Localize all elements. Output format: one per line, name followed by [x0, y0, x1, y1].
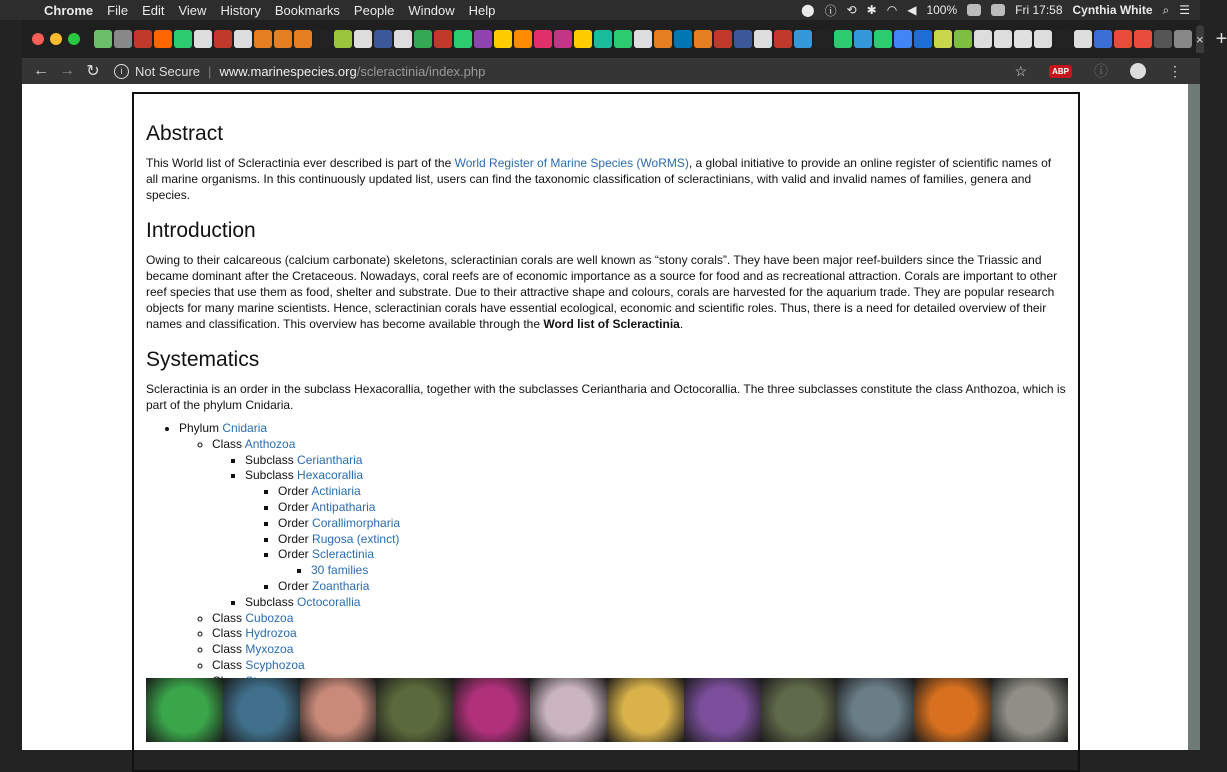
- pinned-tab-favicon[interactable]: [554, 30, 572, 48]
- omnibox-separator: |: [208, 63, 212, 79]
- window-controls: [32, 33, 80, 45]
- rank-label: Order: [278, 531, 309, 546]
- pinned-tab-favicon[interactable]: [94, 30, 112, 48]
- coral-photo: [146, 678, 223, 742]
- pinned-tab-favicon[interactable]: [494, 30, 512, 48]
- minimize-window-button[interactable]: [50, 33, 62, 45]
- link-zoantharia[interactable]: Zoantharia: [312, 578, 370, 593]
- creative-cloud-icon[interactable]: ⬤: [801, 3, 815, 17]
- pinned-tab-favicon[interactable]: [994, 30, 1012, 48]
- abstract-paragraph: [146, 155, 1066, 203]
- volume-icon[interactable]: ◀: [907, 3, 917, 17]
- pinned-tab-favicon[interactable]: [734, 30, 752, 48]
- site-info-icon[interactable]: i: [114, 64, 129, 79]
- menu-app-chrome[interactable]: Chrome: [44, 2, 94, 18]
- pinned-tab-favicon[interactable]: [314, 30, 332, 48]
- systematics-heading: Systematics: [146, 348, 260, 371]
- tree-item-class-hydrozoa: [212, 626, 1066, 642]
- pinned-tab-favicon[interactable]: [514, 30, 532, 48]
- menu-file[interactable]: File: [107, 2, 129, 18]
- coral-photo: [376, 678, 453, 742]
- battery-icon[interactable]: [967, 4, 981, 16]
- intro-text-2: .: [679, 317, 684, 331]
- pinned-tab-favicon[interactable]: [354, 30, 372, 48]
- menu-history[interactable]: History: [220, 2, 261, 18]
- tree-item-class-myxozoa: [212, 642, 1066, 658]
- tree-item-class-cubozoa: [212, 611, 1066, 627]
- mac-menubar: [0, 0, 1200, 20]
- tree-item-families: [311, 563, 1066, 579]
- rank-label: Class: [212, 436, 243, 451]
- systematics-paragraph: Scleractinia is an order in the subclass Hexacorallia, together with the subclasses Ceriantharia and Octocorallia. The three subclasses constitute the class Anthozoa, which is part of the phylum Cnidaria.: [146, 382, 1066, 412]
- pinned-tab-favicon[interactable]: [1174, 30, 1192, 48]
- pinned-tab-favicon[interactable]: [574, 30, 592, 48]
- pinned-tab-favicon[interactable]: [954, 30, 972, 48]
- address-bar[interactable]: [114, 60, 485, 82]
- pinned-tab-favicon[interactable]: [834, 30, 852, 48]
- pinned-tabs: [94, 30, 1192, 48]
- back-arrow-icon[interactable]: ←: [33, 62, 49, 79]
- abstract-text-1: This World list of Scleractinia ever described is part of the: [146, 156, 455, 170]
- menu-help[interactable]: Help: [468, 2, 496, 18]
- pinned-tab-favicon[interactable]: [794, 30, 812, 48]
- tree-item-order-corallimorpharia: [278, 516, 1066, 532]
- coral-photo: [837, 678, 914, 742]
- pinned-tab-favicon[interactable]: [774, 30, 792, 48]
- pinned-tab-favicon[interactable]: [914, 30, 932, 48]
- link-hexacorallia[interactable]: Hexacorallia: [297, 468, 364, 483]
- forward-arrow-icon[interactable]: →: [59, 62, 75, 79]
- pinned-tab-favicon[interactable]: [1074, 30, 1092, 48]
- rank-label: Order: [278, 515, 309, 530]
- pinned-tab-favicon[interactable]: [254, 30, 272, 48]
- background-window-edge: [1188, 84, 1200, 750]
- chrome-toolbar: [22, 58, 1200, 84]
- link-ceriantharia[interactable]: Ceriantharia: [297, 452, 363, 467]
- pinned-tab-favicon[interactable]: [594, 30, 612, 48]
- link-cnidaria[interactable]: Cnidaria: [222, 421, 268, 435]
- link-hydrozoa[interactable]: Hydrozoa: [245, 626, 297, 641]
- menubar-status-area: [801, 0, 1190, 20]
- pinned-tab-favicon[interactable]: [894, 30, 912, 48]
- profile-avatar[interactable]: [1130, 63, 1146, 79]
- close-tab-icon[interactable]: ×: [1196, 31, 1204, 47]
- pinned-tab-favicon[interactable]: [1014, 30, 1032, 48]
- coral-photo: [530, 678, 607, 742]
- tree-item-subclass-ceriantharia: [245, 453, 1066, 469]
- coral-image-strip: [146, 678, 1068, 742]
- pinned-tab-favicon[interactable]: [974, 30, 992, 48]
- rank-label: Class: [212, 642, 243, 657]
- pinned-tab-favicon[interactable]: [334, 30, 352, 48]
- pinned-tab-favicon[interactable]: [214, 30, 232, 48]
- battery-percent[interactable]: 100%: [926, 3, 958, 17]
- tree-item-subclass-hexacorallia: [245, 468, 1066, 594]
- new-tab-button[interactable]: +: [1215, 27, 1227, 50]
- pinned-tab-favicon[interactable]: [674, 30, 692, 48]
- pinned-tab-favicon[interactable]: [874, 30, 892, 48]
- link-myxozoa[interactable]: Myxozoa: [245, 642, 294, 657]
- tree-item-order-antipatharia: [278, 500, 1066, 516]
- pinned-tab-favicon[interactable]: [754, 30, 772, 48]
- pinned-tab-favicon[interactable]: [234, 30, 252, 48]
- pinned-tab-favicon[interactable]: [194, 30, 212, 48]
- url-path[interactable]: /scleractinia/index.php: [356, 63, 486, 79]
- rank-label: Order: [278, 578, 309, 593]
- coral-photo: [991, 678, 1068, 742]
- pinned-tab-favicon[interactable]: [534, 30, 552, 48]
- rank-label: Class: [212, 626, 243, 641]
- bookmark-star-icon[interactable]: ☆: [1014, 62, 1028, 79]
- link-anthozoa[interactable]: Anthozoa: [244, 436, 296, 451]
- link-octocorallia[interactable]: Octocorallia: [297, 594, 361, 609]
- tree-item-order-zoantharia: [278, 579, 1066, 595]
- rank-label: Subclass: [245, 452, 294, 467]
- chrome-tab-bar: [22, 20, 1227, 58]
- menu-window[interactable]: Window: [408, 2, 455, 18]
- wifi-icon[interactable]: ◠: [886, 3, 898, 17]
- menu-bookmarks[interactable]: Bookmarks: [274, 2, 340, 18]
- link-rugosa[interactable]: Rugosa (extinct): [312, 531, 400, 546]
- tree-item-order-actiniaria: [278, 484, 1066, 500]
- rank-label: Phylum: [179, 421, 220, 435]
- active-tab[interactable]: [1196, 25, 1204, 53]
- zoom-window-button[interactable]: [68, 33, 80, 45]
- rank-label: Class: [212, 610, 243, 625]
- pinned-tab-favicon[interactable]: [134, 30, 152, 48]
- content-box: [132, 92, 1080, 772]
- close-window-button[interactable]: [32, 33, 44, 45]
- pinned-tab-favicon[interactable]: [654, 30, 672, 48]
- adblock-plus-icon[interactable]: ABP: [1049, 65, 1072, 78]
- menu-edit[interactable]: Edit: [142, 2, 165, 18]
- worms-link[interactable]: World Register of Marine Species (WoRMS): [454, 156, 689, 170]
- abstract-heading: Abstract: [146, 122, 224, 145]
- pinned-tab-favicon[interactable]: [294, 30, 312, 48]
- rank-label: Subclass: [245, 468, 294, 483]
- pinned-tab-favicon[interactable]: [1154, 30, 1172, 48]
- time-machine-icon[interactable]: ⟲: [846, 3, 857, 17]
- coral-photo: [300, 678, 377, 742]
- pinned-tab-favicon[interactable]: [714, 30, 732, 48]
- menu-people[interactable]: People: [353, 2, 395, 18]
- notification-center-icon[interactable]: ☰: [1179, 3, 1190, 17]
- pinned-tab-favicon[interactable]: [114, 30, 132, 48]
- reload-icon[interactable]: ↻: [86, 63, 100, 80]
- abstract-text-2: , a global initiative to provide an online register of scientific names of all marine organisms. In this continuously updated list, users can find the taxonomic classification of scleractinians, with valid and invalid names of families, genera and species.: [146, 156, 1052, 202]
- calendar-icon[interactable]: [991, 4, 1005, 16]
- link-30-families[interactable]: 30 families: [311, 563, 369, 578]
- coral-photo: [914, 678, 991, 742]
- menubar-user[interactable]: Cynthia White: [1072, 3, 1153, 17]
- pinned-tab-favicon[interactable]: [1114, 30, 1132, 48]
- url-host[interactable]: www.marinespecies.org: [219, 63, 357, 79]
- tree-item-class-anthozoa: [212, 437, 1066, 611]
- chrome-menu-icon[interactable]: ⋮: [1168, 62, 1182, 79]
- rank-label: Order: [278, 499, 309, 514]
- pinned-tab-favicon[interactable]: [274, 30, 292, 48]
- rank-label: Subclass: [245, 594, 294, 609]
- coral-photo: [684, 678, 761, 742]
- info-icon[interactable]: ⓘ: [824, 3, 837, 18]
- rank-label: Order: [278, 484, 309, 499]
- coral-photo: [761, 678, 838, 742]
- pinned-tab-favicon[interactable]: [634, 30, 652, 48]
- pinned-tab-favicon[interactable]: [434, 30, 452, 48]
- bluetooth-icon[interactable]: ✱: [866, 3, 877, 17]
- coral-photo: [453, 678, 530, 742]
- tree-item-phylum: [179, 421, 1066, 690]
- intro-bold: Word list of Scleractinia: [543, 317, 680, 331]
- rank-label: Order: [278, 547, 309, 562]
- pinned-tab-favicon[interactable]: [1054, 30, 1072, 48]
- link-actiniaria[interactable]: Actiniaria: [311, 484, 361, 499]
- extension-info-icon[interactable]: ⓘ: [1094, 63, 1108, 79]
- intro-text-1: Owing to their calcareous (calcium carbonate) skeletons, scleractinian corals are well known as “stony corals”. They have been major reef-builders since the Triassic and became dominant after the Cretaceous. Nowadays, coral reefs are of economic importance as a source for food and as recreational attraction. Corals are important to other reef species that use them as food, shelter and substrate. Due to their attractive shape and colours, corals are harvested for the aquarium trade. They are popular research objects for many marine scientists. Hence, scleractinian corals have essential ecological, economic and scientific roles. Thus, there is a need for detailed overview of their names and classification. This overview has become available through the: [146, 253, 1058, 331]
- pinned-tab-favicon[interactable]: [694, 30, 712, 48]
- taxonomy-tree: [146, 421, 1066, 690]
- pinned-tab-favicon[interactable]: [1034, 30, 1052, 48]
- pinned-tab-favicon[interactable]: [934, 30, 952, 48]
- toolbar-right: [1015, 61, 1182, 81]
- link-corallimorpharia[interactable]: Corallimorpharia: [312, 515, 401, 530]
- page-viewport: [22, 84, 1188, 750]
- coral-photo: [607, 678, 684, 742]
- pinned-tab-favicon[interactable]: [814, 30, 832, 48]
- pinned-tab-favicon[interactable]: [414, 30, 432, 48]
- pinned-tab-favicon[interactable]: [614, 30, 632, 48]
- menu-view[interactable]: View: [178, 2, 207, 18]
- link-scleractinia[interactable]: Scleractinia: [312, 547, 375, 562]
- tree-item-class-scyphozoa: [212, 658, 1066, 674]
- link-scyphozoa[interactable]: Scyphozoa: [245, 657, 305, 672]
- introduction-paragraph: [146, 252, 1066, 332]
- pinned-tab-favicon[interactable]: [454, 30, 472, 48]
- pinned-tab-favicon[interactable]: [154, 30, 172, 48]
- spotlight-search-icon[interactable]: ⌕: [1162, 2, 1170, 17]
- tree-item-order-scleractinia: [278, 547, 1066, 579]
- menubar-clock[interactable]: Fri 17:58: [1015, 3, 1063, 17]
- link-antipatharia[interactable]: Antipatharia: [311, 499, 376, 514]
- pinned-tab-favicon[interactable]: [1094, 30, 1112, 48]
- pinned-tab-favicon[interactable]: [854, 30, 872, 48]
- link-cubozoa[interactable]: Cubozoa: [245, 610, 294, 625]
- tree-item-order-rugosa: [278, 532, 1066, 548]
- pinned-tab-favicon[interactable]: [1134, 30, 1152, 48]
- tree-item-subclass-octocorallia: [245, 595, 1066, 611]
- pinned-tab-favicon[interactable]: [174, 30, 192, 48]
- security-label[interactable]: Not Secure: [135, 63, 201, 79]
- rank-label: Class: [212, 657, 243, 672]
- introduction-heading: Introduction: [146, 219, 256, 242]
- pinned-tab-favicon[interactable]: [374, 30, 392, 48]
- coral-photo: [223, 678, 300, 742]
- pinned-tab-favicon[interactable]: [474, 30, 492, 48]
- pinned-tab-favicon[interactable]: [394, 30, 412, 48]
